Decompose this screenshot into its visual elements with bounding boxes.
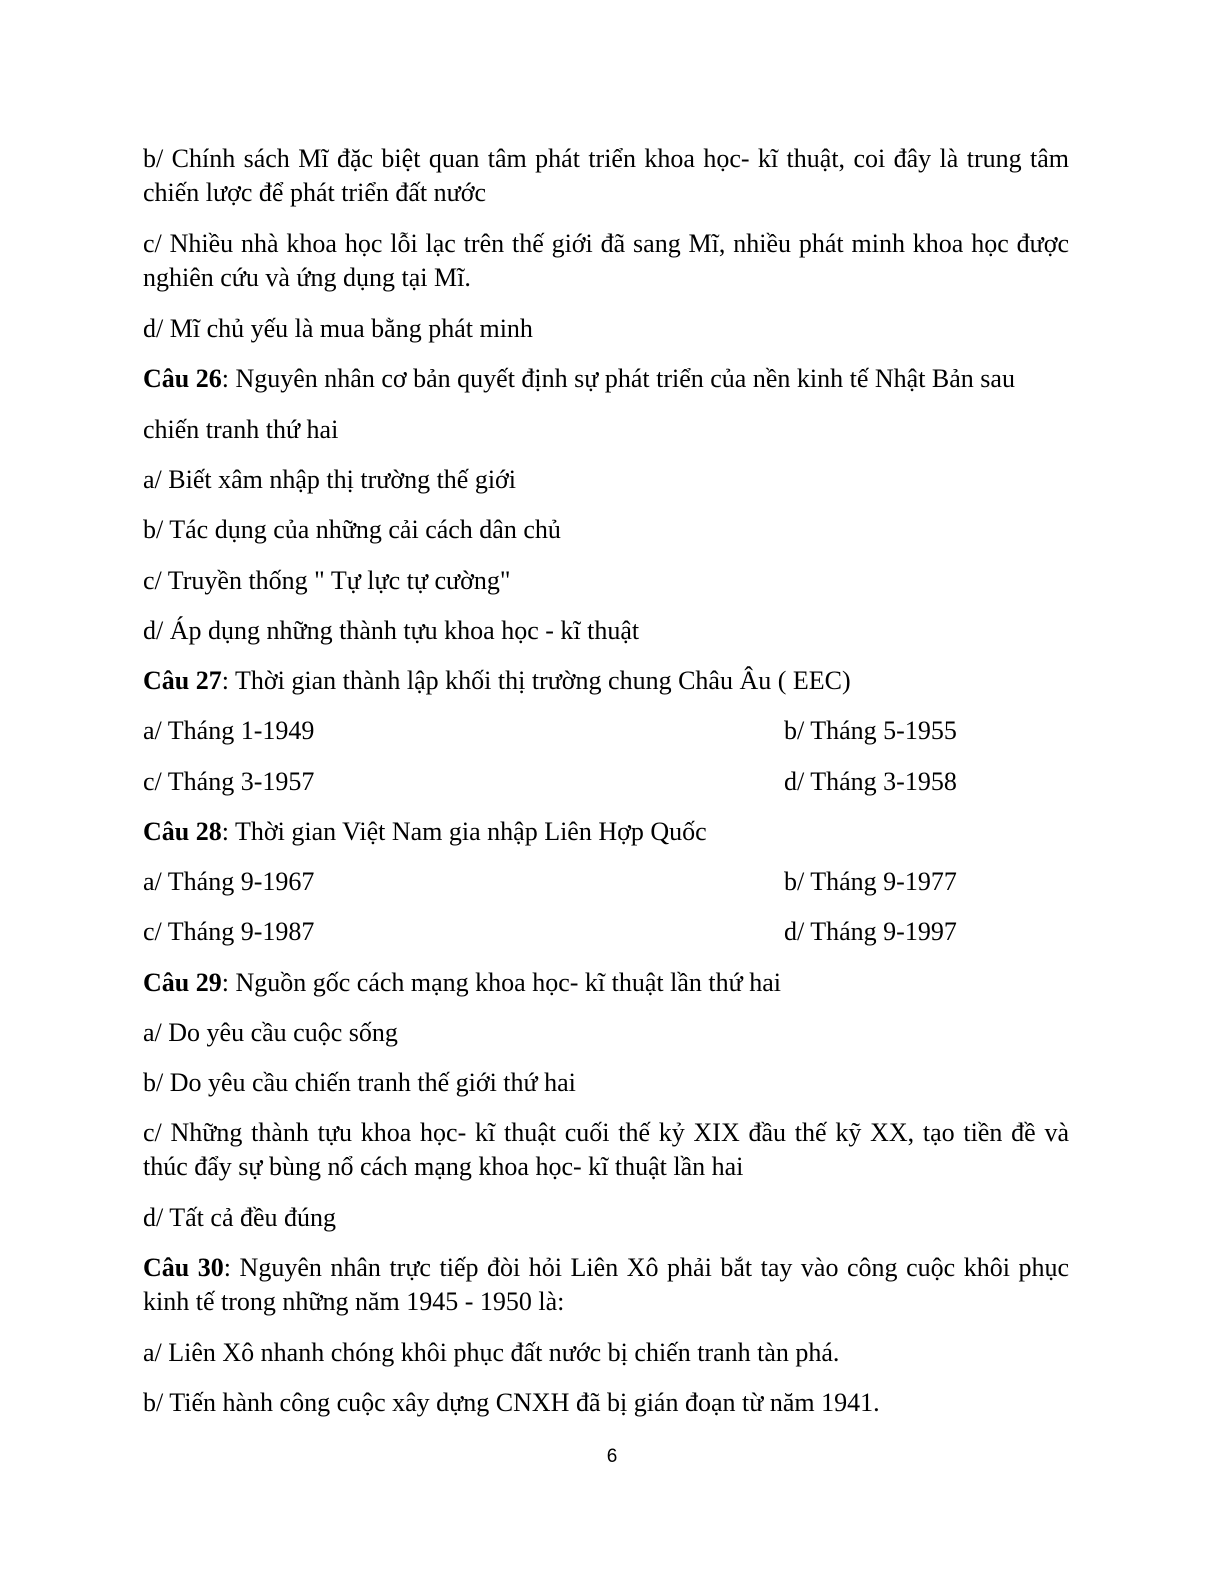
q27-option-d: d/ Tháng 3-1958 [784,767,957,796]
q30-option-b: b/ Tiến hành công cuộc xây dựng CNXH đã bị gián đoạn từ năm 1941. [143,1388,880,1417]
q29-label: Câu 29 [143,968,222,997]
q30-question [143,1251,1069,1319]
q26-option-d: d/ Áp dụng những thành tựu khoa học - kĩ thuật [143,616,640,645]
q30-option-a: a/ Liên Xô nhanh chóng khôi phục đất nước bị chiến tranh tàn phá. [143,1338,840,1367]
q27-question-text: : Thời gian thành lập khối thị trường chung Châu Âu ( EEC) [221,666,851,695]
q26-question [143,362,1069,396]
page-number: 6 [606,1446,618,1467]
q25-option-c: c/ Nhiều nhà khoa học lỗi lạc trên thế giới đã sang Mĩ, nhiều phát minh khoa học được nghiên cứu và ứng dụng tại Mĩ. [143,229,1069,292]
q26-question-text: : Nguyên nhân cơ bản quyết định sự phát triển của nền kinh tế Nhật Bản sau [221,364,1015,393]
q29-question [143,966,781,1000]
q26-question-continued: chiến tranh thứ hai [143,415,339,444]
q28-label: Câu 28 [143,817,222,846]
q29-option-d: d/ Tất cả đều đúng [143,1203,337,1232]
q26-option-b: b/ Tác dụng của những cải cách dân chủ [143,515,561,544]
q26-option-c: c/ Truyền thống " Tự lực tự cường" [143,566,511,595]
q28-question [143,815,707,849]
q28-option-d: d/ Tháng 9-1997 [784,917,957,946]
q27-option-b: b/ Tháng 5-1955 [784,716,957,745]
q26-label: Câu 26 [143,364,222,393]
q28-question-text: : Thời gian Việt Nam gia nhập Liên Hợp Quốc [221,817,707,846]
q30-question-text: : Nguyên nhân trực tiếp đòi hỏi Liên Xô phải bắt tay vào công cuộc khôi phục kinh tế trong những năm 1945 - 1950 là: [143,1253,1069,1316]
q27-label: Câu 27 [143,666,222,695]
q28-option-b: b/ Tháng 9-1977 [784,867,957,896]
q29-question-text: : Nguồn gốc cách mạng khoa học- kĩ thuật lần thứ hai [221,968,781,997]
q29-option-a: a/ Do yêu cầu cuộc sống [143,1018,398,1047]
q28-option-c: c/ Tháng 9-1987 [143,917,315,946]
q26-option-a: a/ Biết xâm nhập thị trường thế giới [143,465,517,494]
q27-option-c: c/ Tháng 3-1957 [143,767,315,796]
q27-option-a: a/ Tháng 1-1949 [143,716,315,745]
q25-option-d: d/ Mĩ chủ yếu là mua bằng phát minh [143,314,533,343]
q25-option-b: b/ Chính sách Mĩ đặc biệt quan tâm phát triển khoa học- kĩ thuật, coi đây là trung tâm chiến lược để phát triển đất nước [143,144,1069,207]
q30-label: Câu 30 [143,1253,224,1282]
q27-question [143,664,851,698]
q28-option-a: a/ Tháng 9-1967 [143,867,315,896]
q29-option-c: c/ Những thành tựu khoa học- kĩ thuật cuối thế kỷ XIX đầu thế kỹ XX, tạo tiền đề và thúc đẩy sự bùng nổ cách mạng khoa học- kĩ thuật lần hai [143,1118,1069,1181]
q29-option-b: b/ Do yêu cầu chiến tranh thế giới thứ hai [143,1068,576,1097]
